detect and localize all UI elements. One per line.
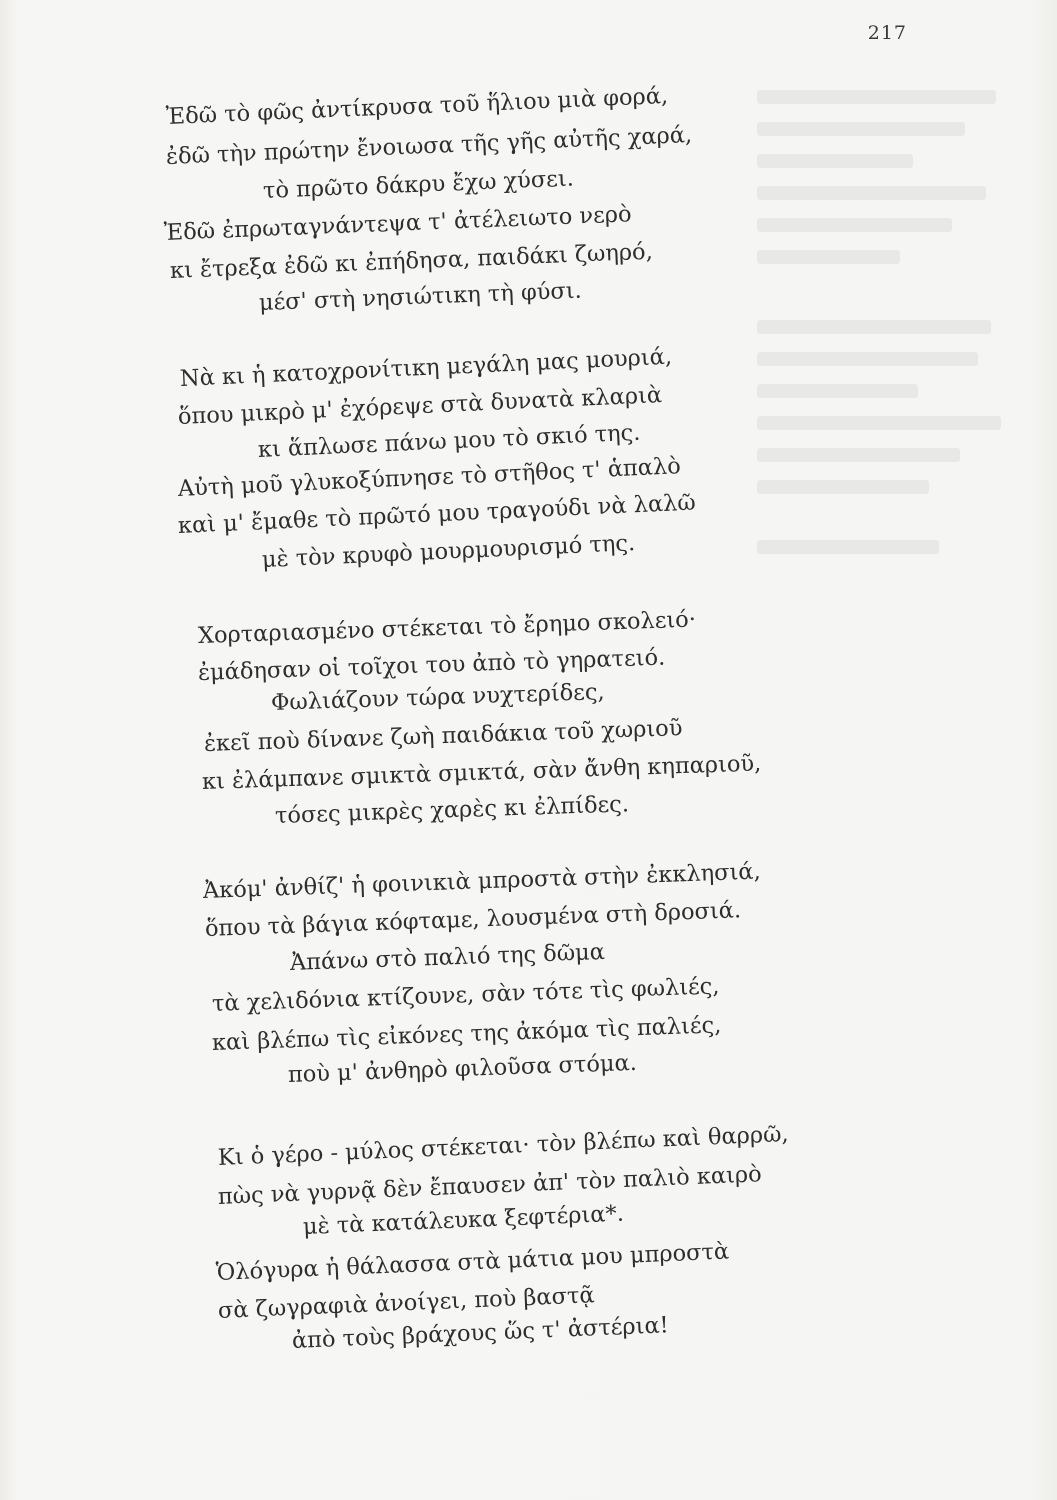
verse-line: τὰ χελιδόνια κτίζουνε, σὰν τότε τὶς φωλιές, xyxy=(211,973,720,1017)
verse-line: Νὰ κι ἡ κατοχρονίτικη μεγάλη μας μουριά, xyxy=(179,343,673,392)
verse-line: καὶ μ' ἔμαθε τὸ πρῶτό μου τραγούδι νὰ λαλῶ xyxy=(177,489,697,539)
verse-line: κι ἐλάμπανε σμικτὰ σμικτά, σὰν ἄνθη κηπαριοῦ, xyxy=(201,750,762,795)
verse-line: Αὐτὴ μοῦ γλυκοξύπνησε τὸ στῆθος τ' ἁπαλὸ xyxy=(177,453,682,502)
verse-line: Ἐδῶ ἐπρωταγνάντεψα τ' ἀτέλειωτο νερὸ xyxy=(163,201,632,246)
verse-line: πὼς νὰ γυρνᾷ δὲν ἔπαυσεν ἀπ' τὸν παλιὸ καιρὸ xyxy=(217,1161,763,1210)
verse-line: ἐμάδησαν οἱ τοῖχοι του ἀπὸ τὸ γηρατειό. xyxy=(197,644,666,686)
verse-line: Ὁλόγυρα ἡ θάλασσα στὰ μάτια μου μπροστὰ xyxy=(215,1238,730,1286)
verse-line: τὸ πρῶτο δάκρυ ἔχω χύσει. xyxy=(262,165,575,204)
verse-line: Ἀκόμ' ἀνθίζ' ἡ φοινικιὰ μπροστὰ στὴν ἐκκλησιά, xyxy=(202,858,762,904)
verse-line: σὰ ζωγραφιὰ ἀνοίγει, ποὺ βαστᾷ xyxy=(217,1282,596,1324)
verse-line: ἐκεῖ ποὺ δίνανε ζωὴ παιδάκια τοῦ χωριοῦ xyxy=(203,715,683,757)
verse-line: καὶ βλέπω τὶς εἰκόνες της ἀκόμα τὶς παλιές, xyxy=(211,1012,722,1056)
reverse-page-show-through xyxy=(757,90,1017,630)
verse-line: κι ἔτρεξα ἐδῶ κι ἐπήδησα, παιδάκι ζωηρό, xyxy=(169,238,654,284)
verse-line: μὲ τὸν κρυφὸ μουρμουρισμό της. xyxy=(261,530,636,573)
verse-line: ἀπὸ τοὺς βράχους ὥς τ' ἀστέρια! xyxy=(291,1312,670,1354)
verse-line: ποὺ μ' ἀνθηρὸ φιλοῦσα στόμα. xyxy=(287,1049,638,1088)
verse-line: ἐδῶ τὴν πρώτην ἔνοιωσα τῆς γῆς αὐτῆς χαρά, xyxy=(165,121,693,170)
verse-line: Ἀπάνω στὸ παλιό της δῶμα xyxy=(289,939,606,976)
page-number: 217 xyxy=(867,22,907,44)
verse-line: Χορταριασμένο στέκεται τὸ ἔρημο σκολειό· xyxy=(197,606,697,649)
verse-line: ὅπου τὰ βάγια κόφταμε, λουσμένα στὴ δροσιά. xyxy=(204,897,742,942)
verse-line: Ἐδῶ τὸ φῶς ἀντίκρυσα τοῦ ἥλιου μιὰ φορά, xyxy=(165,82,669,130)
verse-line: Κι ὁ γέρο - μύλος στέκεται· τὸν βλέπω καὶ θαρρῶ, xyxy=(217,1121,790,1171)
verse-line: ὅπου μικρὸ μ' ἐχόρεψε στὰ δυνατὰ κλαριὰ xyxy=(177,382,663,430)
verse-line: μὲ τὰ κατάλευκα ξεφτέρια*. xyxy=(302,1200,625,1240)
verse-line: τόσες μικρὲς χαρὲς κι ἐλπίδες. xyxy=(274,791,630,829)
verse-line: μέσ' στὴ νησιώτικη τὴ φύσι. xyxy=(258,277,583,316)
verse-line: κι ἅπλωσε πάνω μου τὸ σκιό της. xyxy=(257,419,641,463)
verse-line: Φωλιάζουν τώρα νυχτερίδες, xyxy=(270,678,606,716)
